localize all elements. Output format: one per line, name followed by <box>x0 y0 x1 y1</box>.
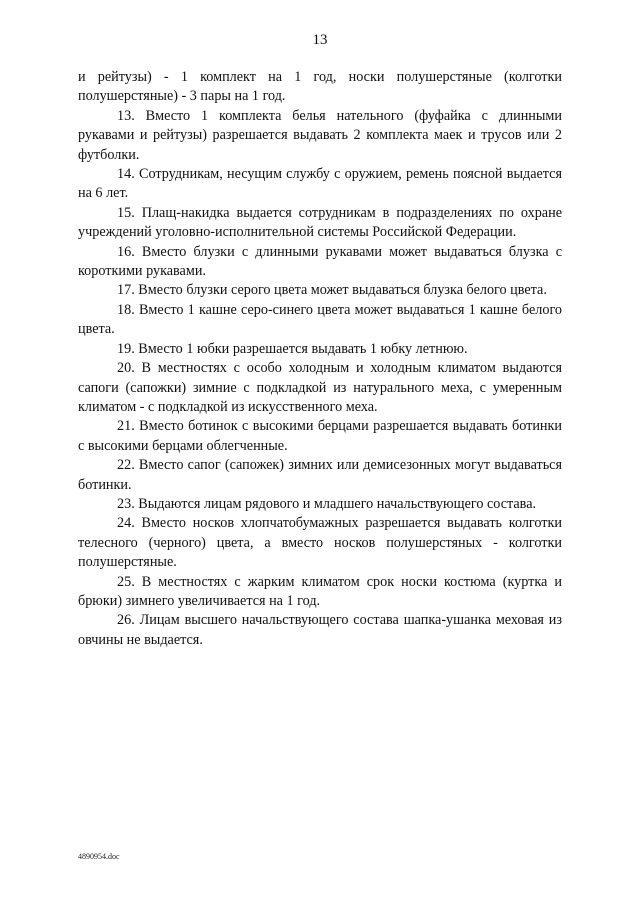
paragraph-item-16: 16. Вместо блузки с длинными рукавами может выдаваться блузка с короткими рукавами. <box>78 243 562 280</box>
paragraph-item-22: 22. Вместо сапог (сапожек) зимних или демисезонных могут выдаваться ботинки. <box>78 457 562 493</box>
paragraph-item-25: 25. В местностях с жарким климатом срок носки костюма (куртка и брюки) зимнего увеличивается на 1 год. <box>78 573 562 609</box>
paragraph-item-26: 26. Лицам высшего начальствующего состава шапка-ушанка меховая из овчины не выдается. <box>78 612 562 648</box>
paragraph-item-13: 13. Вместо 1 комплекта белья нательного (фуфайка с длинными рукавами и рейтузы) разрешается выдавать 2 комплекта маек и трусов или 2 футболки. <box>78 107 562 163</box>
paragraph-item-17: 17. Вместо блузки серого цвета может выдаваться блузка белого цвета. <box>117 282 547 299</box>
paragraph-item-18: 18. Вместо 1 кашне серо-синего цвета может выдаваться 1 кашне белого цвета. <box>78 301 562 338</box>
paragraph-item-19: 19. Вместо 1 юбки разрешается выдавать 1 юбку летнюю. <box>117 340 468 357</box>
paragraph-item-15: 15. Плащ-накидка выдается сотрудникам в подразделениях по охране учреждений уголовно-исполнительной системы Российской Федерации. <box>78 204 562 241</box>
paragraph-continuation: и рейтузы) - 1 комплект на 1 год, носки полушерстяные (колготки полушерстяные) - 3 пары на 1 год. <box>78 69 562 105</box>
document-filename-footer: 4890954.doc <box>78 852 120 861</box>
page-number: 13 <box>312 32 328 48</box>
paragraph-item-14: 14. Сотрудникам, несущим службу с оружием, ремень поясной выдается на 6 лет. <box>78 166 562 202</box>
paragraph-item-24: 24. Вместо носков хлопчатобумажных разрешается выдавать колготки телесного (черного) цвета, а вместо носков полушерстяных - колготки полушерстяные. <box>78 515 562 571</box>
document-body <box>78 68 562 650</box>
paragraph-item-21: 21. Вместо ботинок с высокими берцами разрешается выдавать ботинки с высокими берцами облегченные. <box>78 418 562 454</box>
paragraph-item-20: 20. В местностях с особо холодным и холодным климатом выдаются сапоги (сапожки) зимние с подкладкой из натурального меха, с умеренным климатом - с подкладкой из искусственного меха. <box>78 360 562 415</box>
paragraph-item-23: 23. Выдаются лицам рядового и младшего начальствующего состава. <box>117 495 537 512</box>
